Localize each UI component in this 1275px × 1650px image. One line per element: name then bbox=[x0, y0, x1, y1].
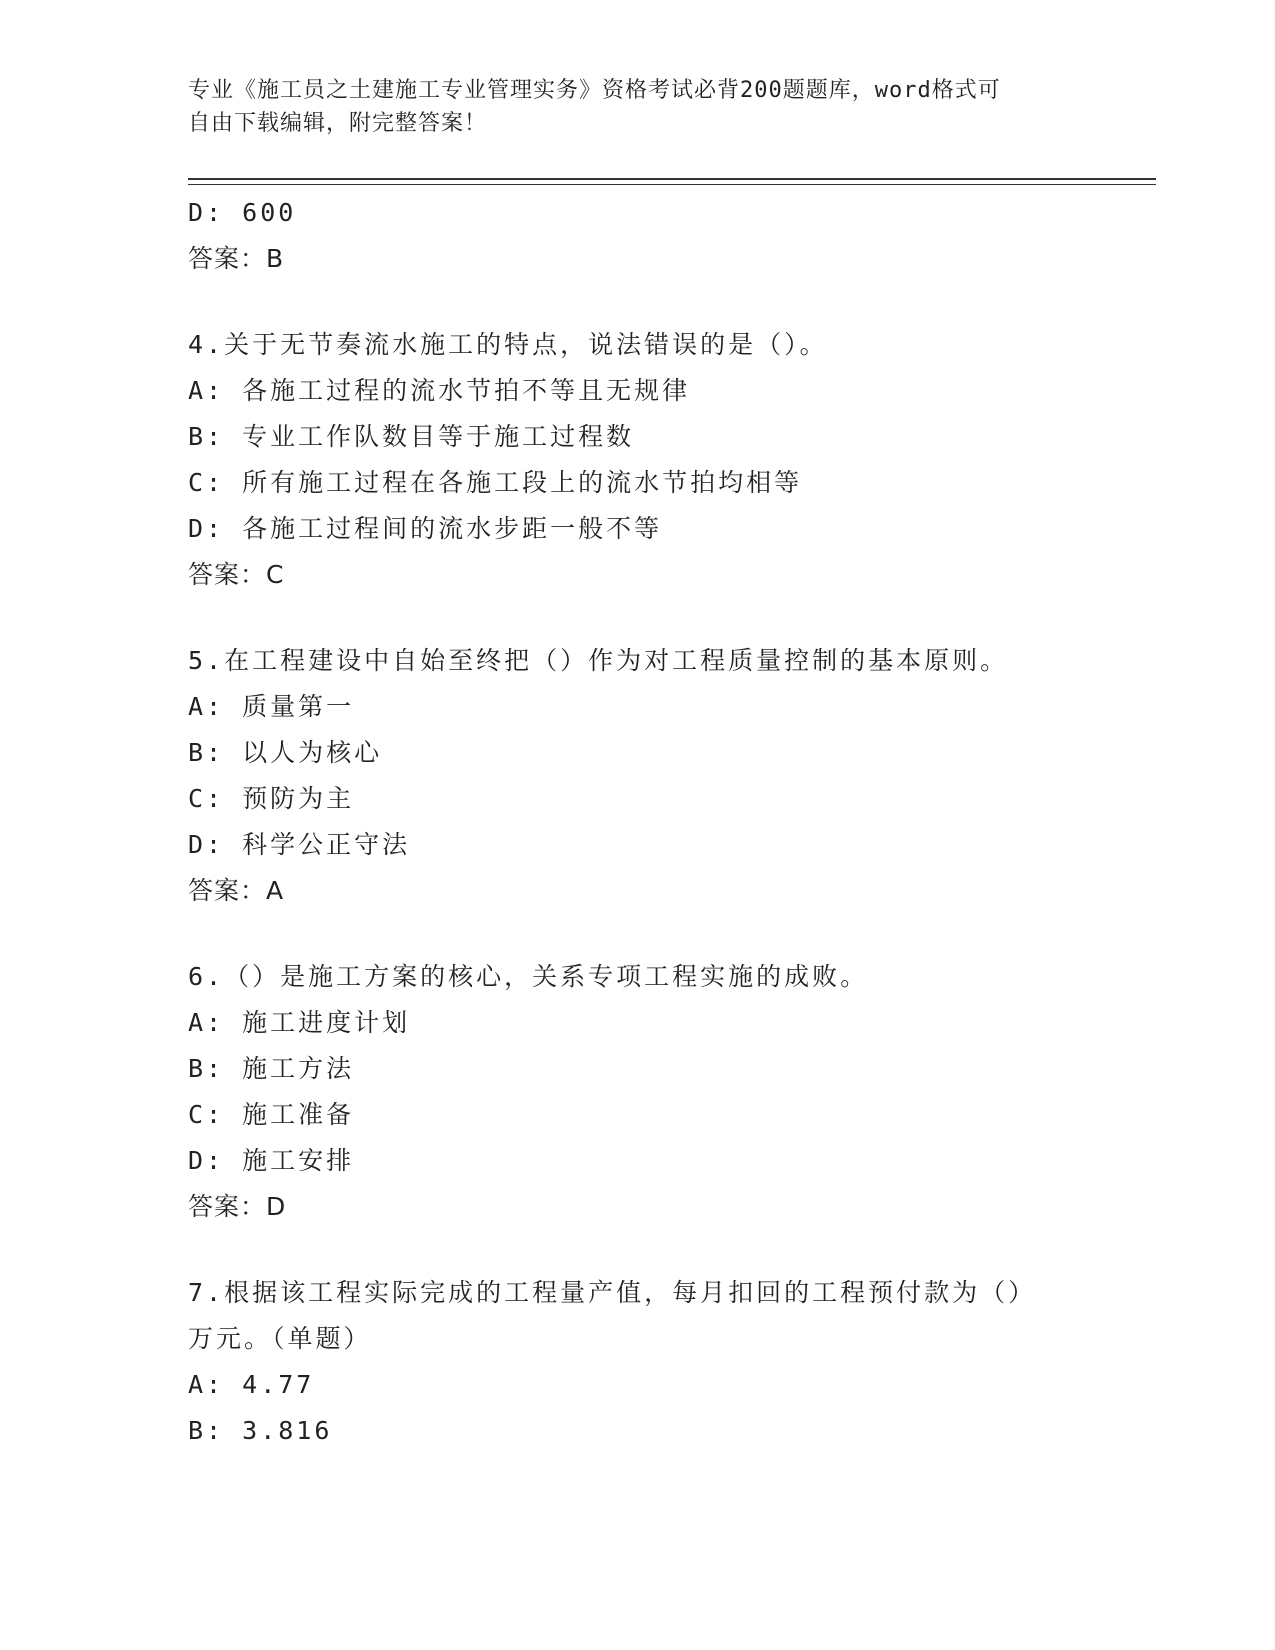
answer: 答案：A bbox=[188, 876, 285, 905]
question-5 bbox=[188, 638, 1156, 914]
question-stem-line-2: 万元。（单题） bbox=[188, 1324, 372, 1353]
header-line-1: 专业《施工员之土建施工专业管理实务》资格考试必背200题题库，word格式可 bbox=[188, 78, 1001, 103]
question-6 bbox=[188, 954, 1156, 1230]
question-7 bbox=[188, 1270, 1156, 1454]
option-a: A: 各施工过程的流水节拍不等且无规律 bbox=[188, 376, 691, 405]
header-line-2: 自由下载编辑，附完整答案！ bbox=[188, 111, 488, 136]
question-4 bbox=[188, 322, 1156, 598]
answer: 答案：D bbox=[188, 1192, 287, 1221]
answer: 答案：C bbox=[188, 560, 285, 589]
question-stem: 6.（）是施工方案的核心，关系专项工程实施的成败。 bbox=[188, 962, 869, 991]
document-header bbox=[188, 74, 1068, 140]
option-b: B: 以人为核心 bbox=[188, 738, 383, 767]
option-d: D: 施工安排 bbox=[188, 1146, 355, 1175]
question-stem: 4.关于无节奏流水施工的特点，说法错误的是（）。 bbox=[188, 330, 828, 359]
header-divider-thick bbox=[188, 178, 1156, 180]
option-c: C: 所有施工过程在各施工段上的流水节拍均相等 bbox=[188, 468, 803, 497]
question-3-tail bbox=[188, 190, 1156, 282]
option-a: A: 施工进度计划 bbox=[188, 1008, 411, 1037]
option-d: D: 各施工过程间的流水步距一般不等 bbox=[188, 514, 663, 543]
option-a: A: 4.77 bbox=[188, 1370, 315, 1399]
option-c: C: 预防为主 bbox=[188, 784, 355, 813]
question-stem-line-1: 7.根据该工程实际完成的工程量产值，每月扣回的工程预付款为（） bbox=[188, 1278, 1037, 1307]
option-d: D: 600 bbox=[188, 198, 297, 227]
option-b: B: 专业工作队数目等于施工过程数 bbox=[188, 422, 635, 451]
option-d: D: 科学公正守法 bbox=[188, 830, 411, 859]
question-list bbox=[188, 190, 1156, 1454]
option-a: A: 质量第一 bbox=[188, 692, 355, 721]
option-b: B: 施工方法 bbox=[188, 1054, 355, 1083]
option-b: B: 3.816 bbox=[188, 1416, 333, 1445]
question-stem: 5.在工程建设中自始至终把（）作为对工程质量控制的基本原则。 bbox=[188, 646, 1009, 675]
option-c: C: 施工准备 bbox=[188, 1100, 355, 1129]
answer: 答案：B bbox=[188, 244, 285, 273]
header-divider-thin bbox=[188, 184, 1156, 185]
